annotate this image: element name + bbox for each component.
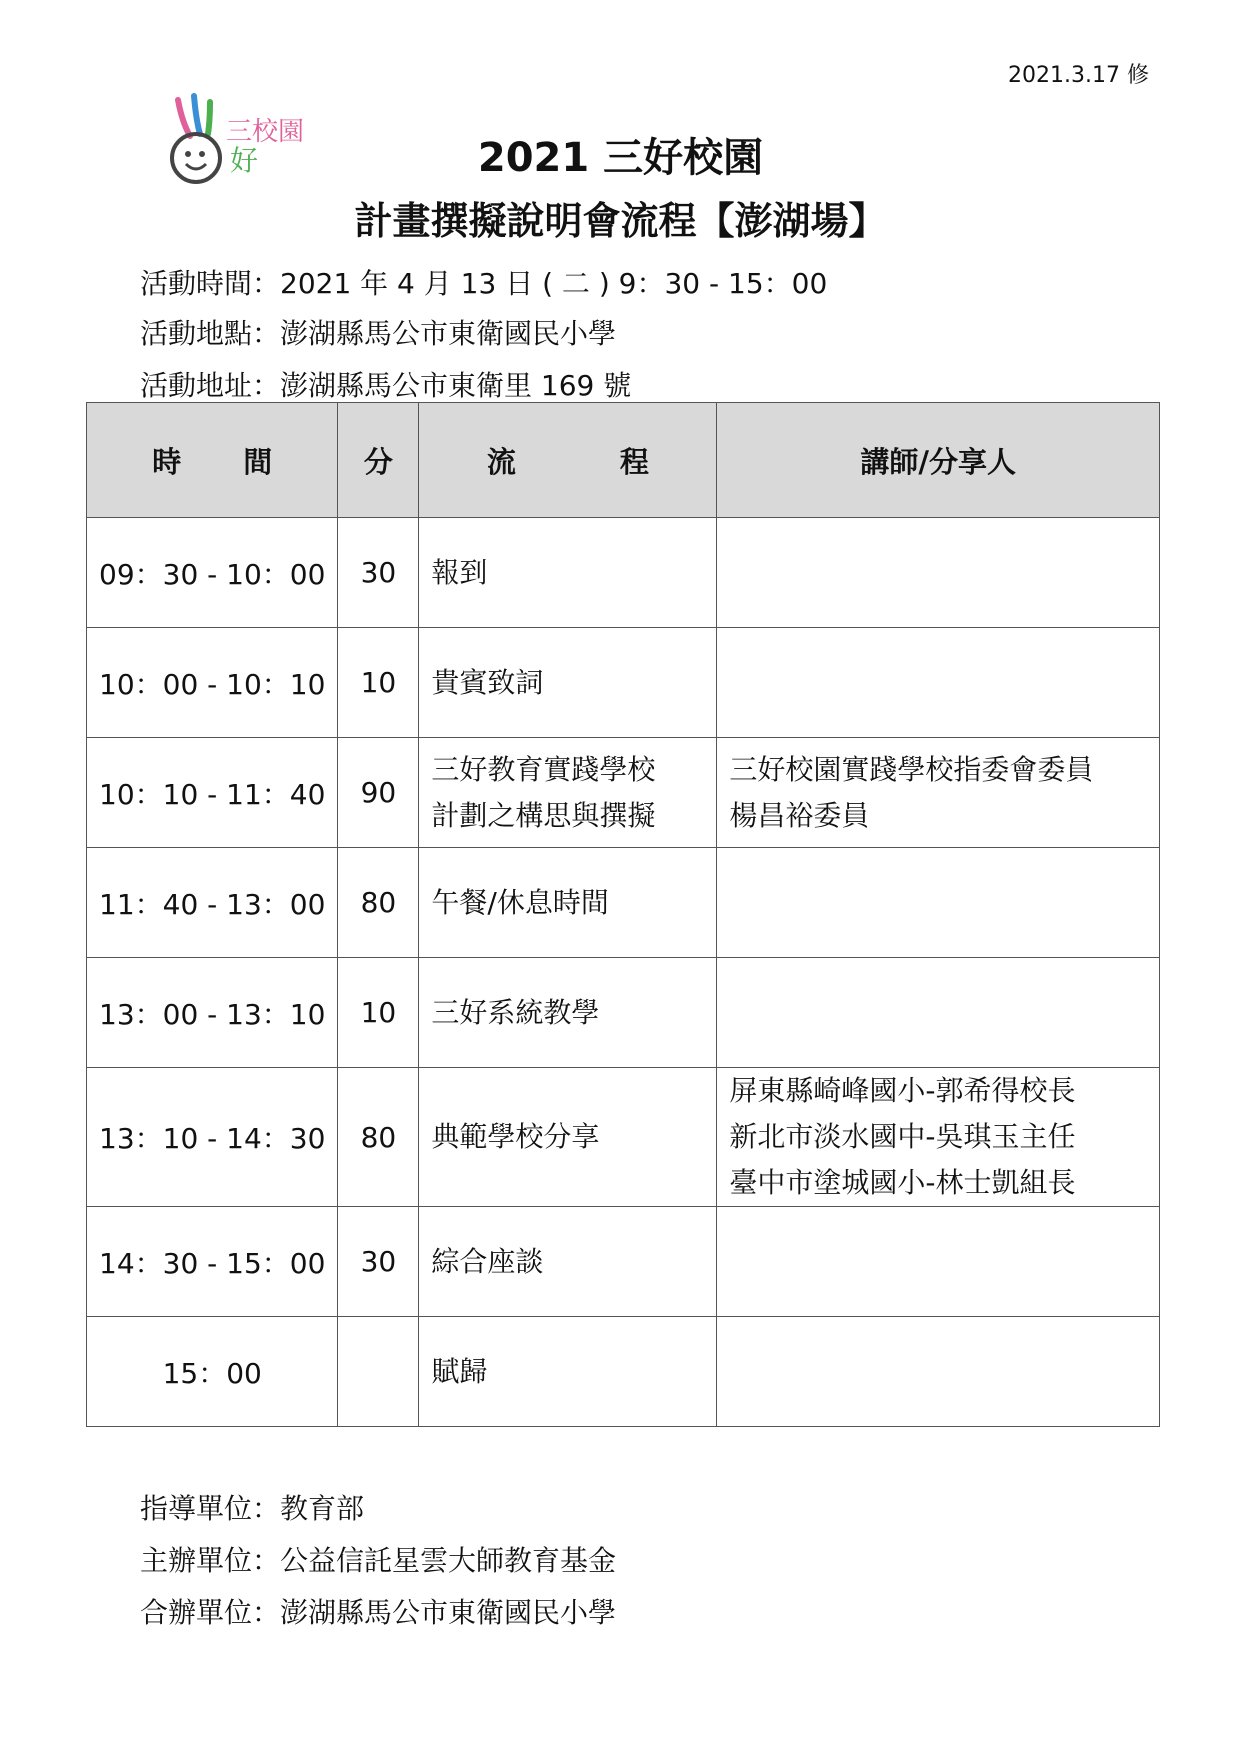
flow-line: 典範學校分享 xyxy=(431,1120,600,1153)
table-row xyxy=(87,628,1160,738)
table-row xyxy=(87,958,1160,1068)
row-minutes xyxy=(338,1317,419,1427)
schedule-table xyxy=(86,402,1160,1427)
row-time: 15：00 xyxy=(87,1317,338,1427)
event-address: 活動地址：澎湖縣馬公市東衛里 169 號 xyxy=(140,369,632,402)
row-speaker xyxy=(717,628,1160,738)
schedule-header-row xyxy=(87,403,1160,518)
header-speaker: 講師/分享人 xyxy=(717,403,1160,518)
header-flow: 流 程 xyxy=(419,403,717,518)
row-minutes: 30 xyxy=(338,1207,419,1317)
row-flow xyxy=(419,738,717,848)
flow-line: 貴賓致詞 xyxy=(431,665,544,699)
row-time: 10：10 - 11：40 xyxy=(87,738,338,848)
row-minutes: 10 xyxy=(338,628,419,738)
row-time: 14：30 - 15：00 xyxy=(87,1207,338,1317)
table-row xyxy=(87,738,1160,848)
row-speaker xyxy=(717,738,1160,848)
row-minutes: 10 xyxy=(338,958,419,1068)
flow-line: 三好教育實踐學校 xyxy=(431,752,656,786)
co-organizer-unit: 合辦單位：澎湖縣馬公市東衛國民小學 xyxy=(140,1596,617,1629)
row-minutes: 80 xyxy=(338,848,419,958)
speaker-line: 三好校園實踐學校指委會委員 xyxy=(729,752,1094,786)
table-row xyxy=(87,1317,1160,1427)
flow-line: 綜合座談 xyxy=(431,1244,544,1278)
row-speaker xyxy=(717,1068,1160,1207)
flow-line: 報到 xyxy=(431,555,488,589)
flow-line: 賦歸 xyxy=(431,1354,488,1388)
row-speaker xyxy=(717,848,1160,958)
table-row xyxy=(87,1207,1160,1317)
speaker-line: 新北市淡水國中-吳琪玉主任 xyxy=(729,1120,1076,1153)
organizer-unit: 主辦單位：公益信託星雲大師教育基金 xyxy=(140,1544,617,1577)
speaker-line: 楊昌裕委員 xyxy=(729,798,870,832)
row-flow xyxy=(419,518,717,628)
row-speaker xyxy=(717,1317,1160,1427)
table-row xyxy=(87,518,1160,628)
flow-line: 午餐/休息時間 xyxy=(431,885,609,919)
table-row xyxy=(87,848,1160,958)
table-row xyxy=(87,1068,1160,1207)
row-flow xyxy=(419,1317,717,1427)
row-speaker xyxy=(717,1207,1160,1317)
row-flow xyxy=(419,1068,717,1207)
flow-line: 三好系統教學 xyxy=(431,995,600,1029)
logo-text-bottom: 好 xyxy=(230,144,259,177)
row-minutes: 30 xyxy=(338,518,419,628)
row-speaker xyxy=(717,958,1160,1068)
header-minutes: 分 xyxy=(338,403,419,518)
row-speaker xyxy=(717,518,1160,628)
page-title: 2021 三好校園 xyxy=(477,135,764,181)
speaker-line: 臺中市塗城國小-林士凱組長 xyxy=(729,1166,1076,1199)
row-time: 13：00 - 13：10 xyxy=(87,958,338,1068)
row-time: 13：10 - 14：30 xyxy=(87,1068,338,1207)
row-minutes: 90 xyxy=(338,738,419,848)
row-time: 11：40 - 13：00 xyxy=(87,848,338,958)
speaker-line: 屏東縣崎峰國小-郭希得校長 xyxy=(729,1074,1076,1107)
row-time: 09：30 - 10：00 xyxy=(87,518,338,628)
revision-date: 2021.3.17 修 xyxy=(1008,63,1149,88)
row-flow xyxy=(419,628,717,738)
row-flow xyxy=(419,1207,717,1317)
page-subtitle: 計畫撰擬說明會流程【澎湖場】 xyxy=(354,199,887,243)
row-flow xyxy=(419,958,717,1068)
row-minutes: 80 xyxy=(338,1068,419,1207)
header-time: 時 間 xyxy=(87,403,338,518)
row-flow xyxy=(419,848,717,958)
guidance-unit: 指導單位：教育部 xyxy=(140,1492,365,1525)
logo-text-top: 三校園 xyxy=(226,117,305,147)
row-time: 10：00 - 10：10 xyxy=(87,628,338,738)
event-time: 活動時間：2021 年 4 月 13 日 ( 二 ) 9：30 - 15：00 xyxy=(140,267,828,300)
event-venue: 活動地點：澎湖縣馬公市東衛國民小學 xyxy=(140,317,617,350)
flow-line: 計劃之構思與撰擬 xyxy=(431,798,656,832)
